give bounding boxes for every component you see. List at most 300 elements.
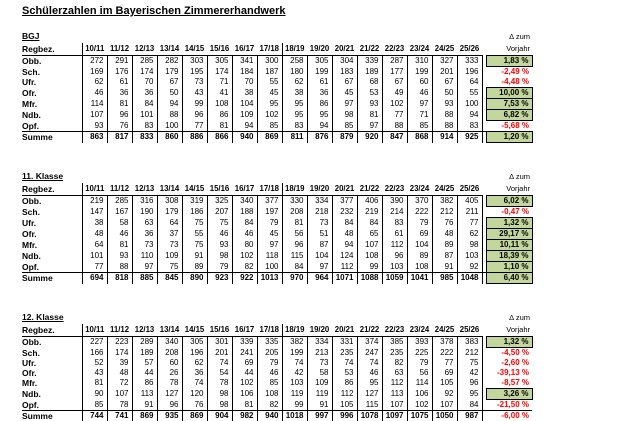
value-cell: 110 xyxy=(132,251,157,262)
year-header: 16/17 xyxy=(232,43,257,56)
delta-cell: -0,47 % xyxy=(486,207,532,218)
total-value-cell: 866 xyxy=(207,132,232,143)
row-label: Obb. xyxy=(22,196,82,207)
value-cell: 341 xyxy=(232,56,257,67)
value-cell: 218 xyxy=(307,207,332,218)
value-cell: 331 xyxy=(332,337,357,348)
value-cell: 74 xyxy=(207,358,232,368)
value-cell: 62 xyxy=(82,77,107,88)
year-header: 12/13 xyxy=(132,183,157,196)
value-cell: 339 xyxy=(357,56,382,67)
value-cell: 334 xyxy=(307,337,332,348)
year-header: 17/18 xyxy=(257,43,282,56)
value-cell: 75 xyxy=(157,262,182,273)
value-cell: 169 xyxy=(82,67,107,78)
delta-cell: -4,50 % xyxy=(486,348,532,359)
value-cell: 81 xyxy=(82,378,107,389)
year-header: 23/24 xyxy=(407,183,432,196)
value-cell: 48 xyxy=(332,229,357,240)
value-cell: 174 xyxy=(107,348,132,359)
table-row xyxy=(22,337,532,348)
value-cell: 73 xyxy=(132,240,157,251)
value-cell: 63 xyxy=(132,218,157,229)
value-cell: 98 xyxy=(457,240,482,251)
tables-container xyxy=(22,30,620,421)
value-cell: 75 xyxy=(207,218,232,229)
value-cell: 87 xyxy=(432,251,457,262)
total-value-cell: 876 xyxy=(307,132,332,143)
total-value-cell: 1075 xyxy=(407,411,432,421)
value-cell: 333 xyxy=(457,56,482,67)
value-cell: 97 xyxy=(132,262,157,273)
delta-header-line2: Vorjahr xyxy=(486,183,532,196)
value-cell: 84 xyxy=(357,218,382,229)
value-cell: 65 xyxy=(357,229,382,240)
total-value-cell: 922 xyxy=(232,273,257,284)
value-cell: 70 xyxy=(132,77,157,88)
year-header: 11/12 xyxy=(107,183,132,196)
value-cell: 48 xyxy=(432,229,457,240)
value-cell: 107 xyxy=(82,110,107,121)
delta-cell: -2,60 % xyxy=(486,358,532,368)
value-cell: 109 xyxy=(232,110,257,121)
value-cell: 52 xyxy=(82,358,107,368)
value-cell: 44 xyxy=(232,368,257,378)
value-cell: 319 xyxy=(182,196,207,207)
total-value-cell: 1041 xyxy=(407,273,432,284)
value-cell: 84 xyxy=(457,400,482,411)
row-label: Mfr. xyxy=(22,99,82,110)
value-cell: 96 xyxy=(382,251,407,262)
value-cell: 86 xyxy=(307,99,332,110)
delta-cell: -21,50 % xyxy=(486,400,532,411)
value-cell: 77 xyxy=(457,218,482,229)
value-cell: 83 xyxy=(282,121,307,132)
value-cell: 87 xyxy=(307,240,332,251)
total-value-cell: 868 xyxy=(407,132,432,143)
value-cell: 93 xyxy=(357,99,382,110)
value-cell: 85 xyxy=(82,400,107,411)
value-cell: 106 xyxy=(407,389,432,400)
row-label: Ndb. xyxy=(22,110,82,121)
row-label: Ufr. xyxy=(22,77,82,88)
value-cell: 41 xyxy=(207,88,232,99)
value-cell: 127 xyxy=(357,389,382,400)
value-cell: 69 xyxy=(232,358,257,368)
value-cell: 99 xyxy=(182,99,207,110)
value-cell: 98 xyxy=(332,110,357,121)
value-cell: 60 xyxy=(407,77,432,88)
value-cell: 42 xyxy=(282,368,307,378)
total-row xyxy=(22,132,532,143)
row-label: Opf. xyxy=(22,262,82,273)
value-cell: 71 xyxy=(207,77,232,88)
section-label-row xyxy=(22,311,532,324)
year-header: 25/26 xyxy=(457,183,482,196)
value-cell: 58 xyxy=(107,218,132,229)
value-cell: 73 xyxy=(307,358,332,368)
total-value-cell: 982 xyxy=(232,411,257,421)
header-row xyxy=(22,324,532,337)
value-cell: 91 xyxy=(432,262,457,273)
total-label: Summe xyxy=(22,132,82,143)
year-header: 19/20 xyxy=(307,324,332,337)
value-cell: 102 xyxy=(382,99,407,110)
value-cell: 113 xyxy=(382,389,407,400)
table-klasse-12 xyxy=(22,311,533,421)
year-header: 17/18 xyxy=(257,183,282,196)
value-cell: 81 xyxy=(207,121,232,132)
total-value-cell: 833 xyxy=(132,132,157,143)
value-cell: 205 xyxy=(257,348,282,359)
value-cell: 56 xyxy=(282,229,307,240)
value-cell: 107 xyxy=(107,389,132,400)
total-value-cell: 1088 xyxy=(357,273,382,284)
value-cell: 104 xyxy=(232,99,257,110)
value-cell: 289 xyxy=(132,337,157,348)
table-row xyxy=(22,368,532,378)
year-header: 18/19 xyxy=(282,183,307,196)
value-cell: 113 xyxy=(132,389,157,400)
value-cell: 94 xyxy=(232,121,257,132)
value-cell: 95 xyxy=(357,378,382,389)
value-cell: 78 xyxy=(107,400,132,411)
row-label: Ndb. xyxy=(22,389,82,400)
value-cell: 208 xyxy=(282,207,307,218)
value-cell: 75 xyxy=(182,218,207,229)
row-label: Sch. xyxy=(22,348,82,359)
value-cell: 46 xyxy=(407,88,432,99)
year-header: 17/18 xyxy=(257,324,282,337)
value-cell: 115 xyxy=(282,251,307,262)
value-cell: 60 xyxy=(157,358,182,368)
value-cell: 69 xyxy=(432,368,457,378)
table-row xyxy=(22,88,532,99)
value-cell: 291 xyxy=(107,56,132,67)
value-cell: 62 xyxy=(457,229,482,240)
year-header: 11/12 xyxy=(107,43,132,56)
row-label: Obb. xyxy=(22,337,82,348)
value-cell: 50 xyxy=(157,88,182,99)
value-cell: 55 xyxy=(257,77,282,88)
delta-cell: 1,32 % xyxy=(486,337,532,348)
value-cell: 54 xyxy=(207,368,232,378)
total-value-cell: 890 xyxy=(182,273,207,284)
value-cell: 305 xyxy=(207,56,232,67)
value-cell: 45 xyxy=(257,88,282,99)
value-cell: 334 xyxy=(307,196,332,207)
total-value-cell: 818 xyxy=(107,273,132,284)
year-header: 13/14 xyxy=(157,183,182,196)
value-cell: 310 xyxy=(407,56,432,67)
value-cell: 212 xyxy=(432,207,457,218)
value-cell: 285 xyxy=(132,56,157,67)
value-cell: 75 xyxy=(457,358,482,368)
table-row xyxy=(22,196,532,207)
value-cell: 93 xyxy=(107,251,132,262)
value-cell: 383 xyxy=(457,337,482,348)
total-value-cell: 811 xyxy=(282,132,307,143)
total-label: Summe xyxy=(22,411,82,421)
delta-cell: 6,82 % xyxy=(486,110,532,121)
value-cell: 287 xyxy=(382,56,407,67)
value-cell: 201 xyxy=(432,67,457,78)
total-value-cell: 923 xyxy=(207,273,232,284)
value-cell: 84 xyxy=(282,262,307,273)
value-cell: 75 xyxy=(182,240,207,251)
value-cell: 50 xyxy=(432,88,457,99)
value-cell: 77 xyxy=(382,110,407,121)
value-cell: 405 xyxy=(457,196,482,207)
value-cell: 107 xyxy=(382,400,407,411)
table-row xyxy=(22,348,532,359)
value-cell: 97 xyxy=(357,121,382,132)
value-cell: 393 xyxy=(407,337,432,348)
value-cell: 93 xyxy=(82,121,107,132)
total-value-cell: 879 xyxy=(332,132,357,143)
total-value-cell: 1050 xyxy=(432,411,457,421)
total-delta-cell: 6,40 % xyxy=(486,273,532,284)
delta-cell: 1,10 % xyxy=(486,262,532,273)
value-cell: 46 xyxy=(107,229,132,240)
total-value-cell: 940 xyxy=(232,132,257,143)
total-value-cell: 1018 xyxy=(282,411,307,421)
value-cell: 68 xyxy=(357,77,382,88)
row-label: Mfr. xyxy=(22,240,82,251)
value-cell: 108 xyxy=(207,99,232,110)
section-label-cell xyxy=(22,30,482,43)
value-cell: 77 xyxy=(182,121,207,132)
value-cell: 99 xyxy=(357,262,382,273)
row-header: Regbez. xyxy=(22,43,82,56)
value-cell: 81 xyxy=(357,110,382,121)
table-row xyxy=(22,67,532,78)
value-cell: 119 xyxy=(282,389,307,400)
delta-header-line1: Δ zum xyxy=(486,170,532,183)
year-header: 10/11 xyxy=(82,324,107,337)
value-cell: 36 xyxy=(307,88,332,99)
total-value-cell: 1048 xyxy=(457,273,482,284)
value-cell: 76 xyxy=(432,218,457,229)
total-value-cell: 914 xyxy=(432,132,457,143)
table-row xyxy=(22,99,532,110)
value-cell: 72 xyxy=(107,378,132,389)
value-cell: 58 xyxy=(307,368,332,378)
value-cell: 96 xyxy=(157,400,182,411)
value-cell: 95 xyxy=(257,99,282,110)
value-cell: 103 xyxy=(382,262,407,273)
delta-header-line2: Vorjahr xyxy=(486,324,532,337)
year-header: 14/15 xyxy=(182,43,207,56)
value-cell: 108 xyxy=(257,389,282,400)
delta-cell: -39,13 % xyxy=(486,368,532,378)
table-row xyxy=(22,229,532,240)
value-cell: 370 xyxy=(407,196,432,207)
value-cell: 42 xyxy=(457,368,482,378)
value-cell: 81 xyxy=(107,99,132,110)
value-cell: 282 xyxy=(157,56,182,67)
table-row xyxy=(22,56,532,67)
value-cell: 222 xyxy=(407,207,432,218)
value-cell: 97 xyxy=(407,99,432,110)
total-value-cell: 869 xyxy=(257,132,282,143)
value-cell: 208 xyxy=(157,348,182,359)
value-cell: 62 xyxy=(182,358,207,368)
value-cell: 82 xyxy=(232,262,257,273)
value-cell: 219 xyxy=(82,196,107,207)
value-cell: 325 xyxy=(207,196,232,207)
value-cell: 106 xyxy=(232,389,257,400)
value-cell: 83 xyxy=(132,121,157,132)
total-value-cell: 694 xyxy=(82,273,107,284)
value-cell: 305 xyxy=(182,337,207,348)
value-cell: 102 xyxy=(232,251,257,262)
row-header: Regbez. xyxy=(22,324,82,337)
value-cell: 94 xyxy=(157,99,182,110)
year-header: 24/25 xyxy=(432,324,457,337)
year-header: 10/11 xyxy=(82,183,107,196)
value-cell: 102 xyxy=(232,378,257,389)
table-row xyxy=(22,378,532,389)
year-header: 12/13 xyxy=(132,43,157,56)
row-label: Ufr. xyxy=(22,358,82,368)
value-cell: 88 xyxy=(382,121,407,132)
value-cell: 74 xyxy=(182,378,207,389)
row-label: Sch. xyxy=(22,67,82,78)
value-cell: 26 xyxy=(157,368,182,378)
value-cell: 63 xyxy=(382,368,407,378)
total-value-cell: 863 xyxy=(82,132,107,143)
row-label: Opf. xyxy=(22,400,82,411)
delta-cell: -5,68 % xyxy=(486,121,532,132)
value-cell: 93 xyxy=(432,99,457,110)
value-cell: 88 xyxy=(157,110,182,121)
value-cell: 201 xyxy=(207,348,232,359)
value-cell: 390 xyxy=(382,196,407,207)
value-cell: 195 xyxy=(182,67,207,78)
value-cell: 67 xyxy=(157,77,182,88)
value-cell: 95 xyxy=(282,110,307,121)
value-cell: 78 xyxy=(207,378,232,389)
value-cell: 101 xyxy=(82,251,107,262)
value-cell: 120 xyxy=(182,389,207,400)
value-cell: 64 xyxy=(82,240,107,251)
value-cell: 61 xyxy=(107,77,132,88)
value-cell: 112 xyxy=(382,240,407,251)
year-header: 20/21 xyxy=(332,43,357,56)
value-cell: 115 xyxy=(357,400,382,411)
value-cell: 316 xyxy=(132,196,157,207)
value-cell: 81 xyxy=(107,240,132,251)
delta-cell: 18,39 % xyxy=(486,251,532,262)
value-cell: 340 xyxy=(157,337,182,348)
value-cell: 38 xyxy=(232,88,257,99)
total-value-cell: 985 xyxy=(432,273,457,284)
value-cell: 36 xyxy=(132,88,157,99)
value-cell: 272 xyxy=(82,56,107,67)
page-title: Schülerzahlen im Bayerischen Zimmererhandwerk xyxy=(22,5,620,18)
total-label: Summe xyxy=(22,273,82,284)
value-cell: 98 xyxy=(207,251,232,262)
value-cell: 285 xyxy=(107,196,132,207)
value-cell: 94 xyxy=(332,240,357,251)
value-cell: 166 xyxy=(82,348,107,359)
delta-cell: 10,00 % xyxy=(486,88,532,99)
value-cell: 190 xyxy=(132,207,157,218)
value-cell: 377 xyxy=(257,196,282,207)
delta-header-line1: Δ zum xyxy=(486,311,532,324)
value-cell: 93 xyxy=(207,240,232,251)
value-cell: 67 xyxy=(332,77,357,88)
value-cell: 118 xyxy=(257,251,282,262)
year-header: 23/24 xyxy=(407,324,432,337)
row-label: Ofr. xyxy=(22,88,82,99)
value-cell: 147 xyxy=(82,207,107,218)
value-cell: 108 xyxy=(357,251,382,262)
value-cell: 377 xyxy=(332,196,357,207)
value-cell: 61 xyxy=(382,229,407,240)
header-row xyxy=(22,43,532,56)
table-row xyxy=(22,400,532,411)
section-label-row xyxy=(22,170,532,183)
value-cell: 107 xyxy=(432,400,457,411)
value-cell: 64 xyxy=(157,218,182,229)
delta-cell: 10,11 % xyxy=(486,240,532,251)
value-cell: 69 xyxy=(407,229,432,240)
year-header: 14/15 xyxy=(182,183,207,196)
delta-cell: -4,48 % xyxy=(486,77,532,88)
total-value-cell: 920 xyxy=(357,132,382,143)
year-header: 21/22 xyxy=(357,324,382,337)
value-cell: 179 xyxy=(157,67,182,78)
table-row xyxy=(22,207,532,218)
year-header: 14/15 xyxy=(182,324,207,337)
total-value-cell: 904 xyxy=(207,411,232,421)
value-cell: 80 xyxy=(232,240,257,251)
row-label: Mfr. xyxy=(22,378,82,389)
value-cell: 95 xyxy=(282,99,307,110)
value-cell: 46 xyxy=(82,88,107,99)
value-cell: 51 xyxy=(307,229,332,240)
total-value-cell: 1078 xyxy=(357,411,382,421)
table-row xyxy=(22,389,532,400)
value-cell: 97 xyxy=(332,99,357,110)
value-cell: 78 xyxy=(157,378,182,389)
value-cell: 100 xyxy=(257,262,282,273)
total-value-cell: 997 xyxy=(307,411,332,421)
value-cell: 94 xyxy=(457,110,482,121)
year-header: 15/16 xyxy=(207,324,232,337)
year-header: 15/16 xyxy=(207,43,232,56)
value-cell: 81 xyxy=(232,400,257,411)
value-cell: 213 xyxy=(307,348,332,359)
delta-cell: -2,49 % xyxy=(486,67,532,78)
value-cell: 85 xyxy=(257,121,282,132)
value-cell: 61 xyxy=(307,77,332,88)
row-label: Sch. xyxy=(22,207,82,218)
row-label: Ofr. xyxy=(22,229,82,240)
table-row xyxy=(22,262,532,273)
total-value-cell: 1097 xyxy=(382,411,407,421)
value-cell: 91 xyxy=(182,251,207,262)
value-cell: 89 xyxy=(407,251,432,262)
delta-cell: 29,17 % xyxy=(486,229,532,240)
value-cell: 57 xyxy=(132,358,157,368)
value-cell: 167 xyxy=(107,207,132,218)
value-cell: 374 xyxy=(357,337,382,348)
value-cell: 174 xyxy=(132,67,157,78)
value-cell: 88 xyxy=(432,121,457,132)
